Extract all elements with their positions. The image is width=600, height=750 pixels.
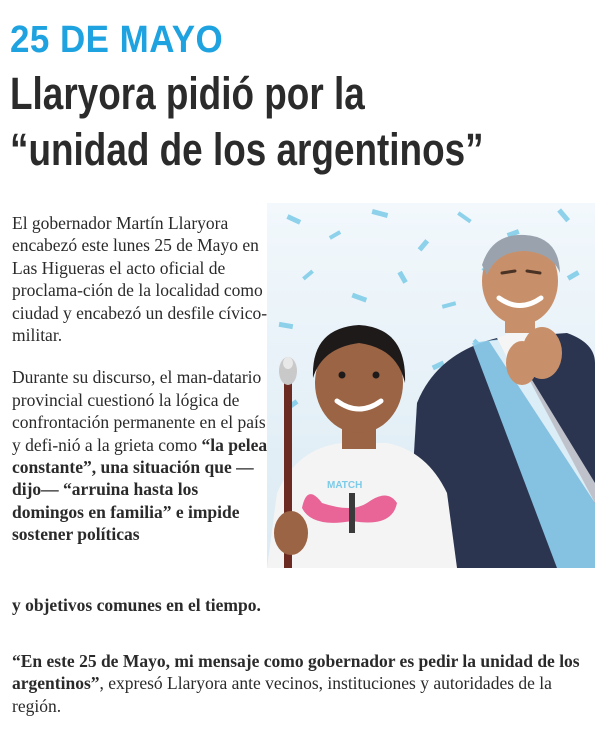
closing-quote-paragraph [12,650,594,717]
paragraph-2-continuation: y objetivos comunes en el tiempo. [12,595,261,615]
quote-attribution: , expresó Llaryora ante vecinos, instituciones y autoridades de la región. [12,673,552,716]
paragraph-1: El gobernador Martín Llaryora encabezó este lunes 25 de Mayo en Las Higueras el acto oficial de proclama-ción de la localidad como ciudad y encabezó un desfile cívico- militar. [12,213,268,346]
quote-bold: “En este 25 de Mayo, mi mensaje como gobernador es pedir la unidad de los argentinos” [12,651,580,694]
headline-line-2: “unidad de los argentinos” [10,124,484,175]
photo-illustration [267,203,595,568]
section-kicker: 25 DE MAYO [10,19,224,61]
shirt-text: MATCH [327,480,363,491]
news-photo [267,203,595,568]
headline-line-1: Llaryora pidió por la [10,68,365,119]
paragraph-2-text: Durante su discurso, el man-datario provincial cuestionó la lógica de confrontación permanente en el país y defi-nió a la grieta como [12,367,266,455]
article-body-column [12,212,270,546]
paragraph-2 [12,366,270,545]
headline [10,66,535,178]
paragraph-2-bold: “la pelea constante”, una situación que —dijo— “arruina hasta los domingos en familia” e impide sostener políticas [12,434,268,545]
